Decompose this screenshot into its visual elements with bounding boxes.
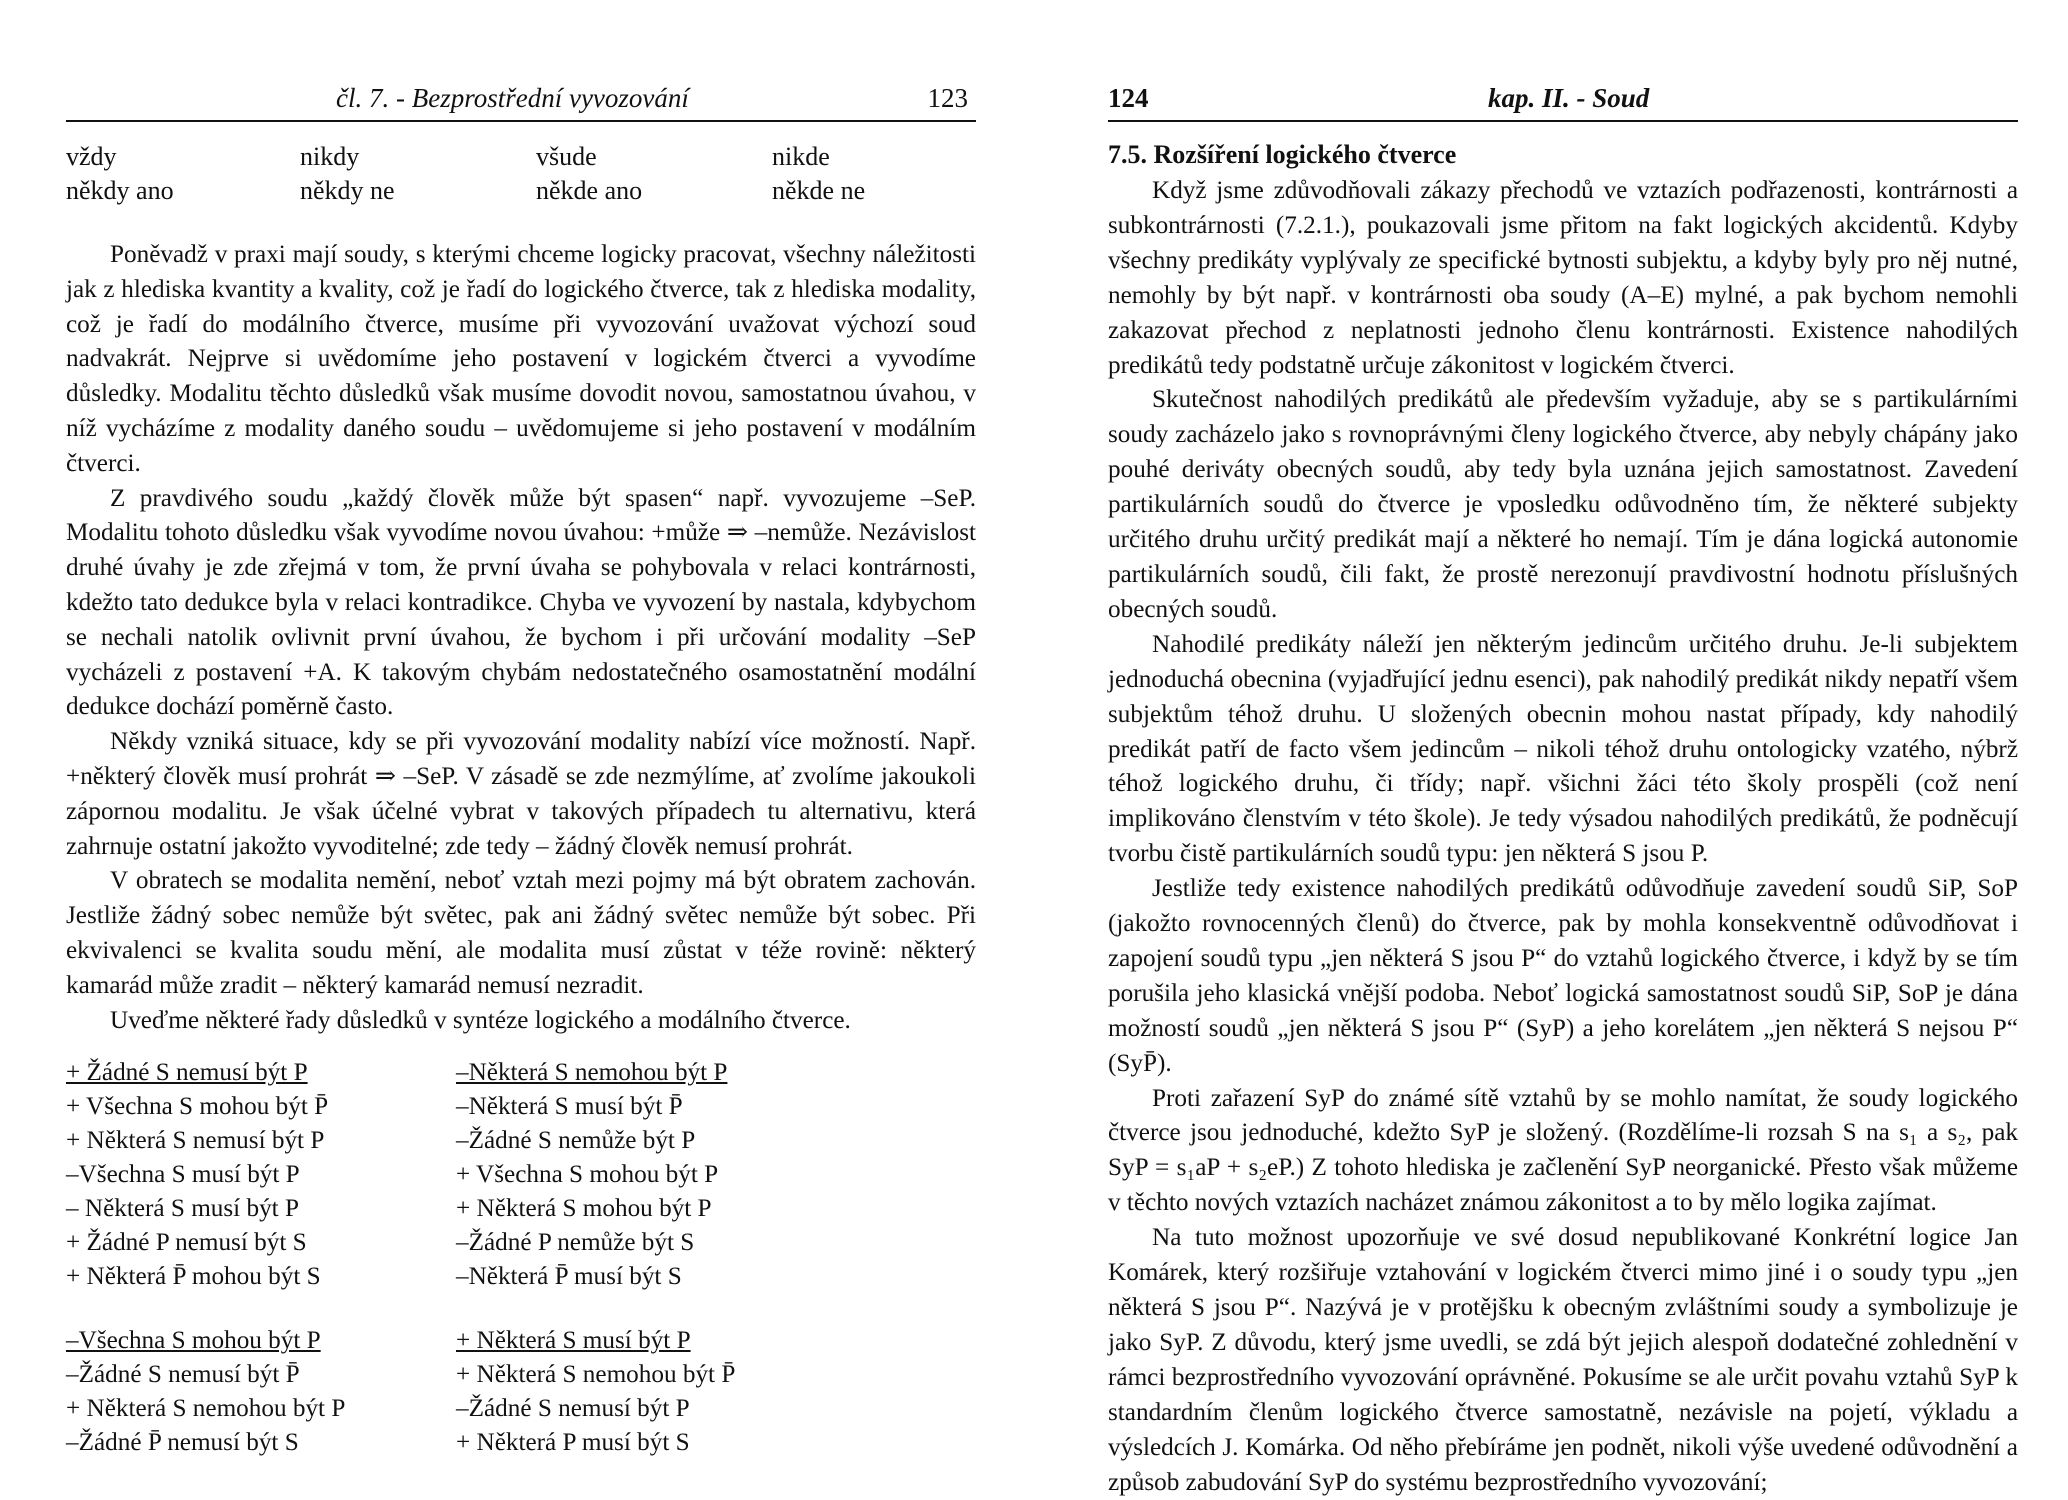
inference-series-2 xyxy=(66,1324,976,1460)
table-cell: nikdy xyxy=(300,142,360,171)
paragraph: Skutečnost nahodilých predikátů ale především vyžaduje, aby se s partikulárními soudy zacházelo jako s rovnoprávnými členy logického čtverce, aby nebyly chápány jako pouhé deriváty obecných soudů, aby tedy byla uznána jejich samostatnost. Zavedení partikulárních soudů do čtverce je vposledku odůvodněno tím, že některé subjekty určitého druhu určitý predikát mají a některé ho nemají. Tím je dána logická autonomie partikulárních soudů, čili fakt, že prostě nerezonují pravdivostní hodnotu příslušných obecných soudů. xyxy=(1108,386,2018,623)
series-line: + Některá S nemohou být P xyxy=(66,1395,346,1423)
right-page-body xyxy=(1108,136,2018,1500)
paragraph: Jestliže tedy existence nahodilých predikátů odůvodňuje zavedení soudů SiP, SoP (jakožto rovnocenných členů) do čtverce, pak by mohla konsekventně odůvodňovat i zapojení soudů typu „jen některá S jsou P“ do vztahů logického čtverce, i když by se tím porušila jeho klasická vnější podoba. Neboť logická samostatnost soudů SiP, SoP je dána možností soudů „jen některá S jsou P“ (SyP) a jeho korelátem „jen některá S nejsou P“ (SyP̄). xyxy=(1108,875,2018,1077)
series-line: – Některá S musí být P xyxy=(66,1195,299,1223)
series-line: –Žádné S nemusí být P̄ xyxy=(66,1361,300,1389)
series-column xyxy=(66,1056,456,1294)
paragraph: Když jsme zdůvodňovali zákazy přechodů ve vztazích podřazenosti, kontrárnosti a subkontrárnosti (7.2.1.), poukazovali jsme přitom na fakt logických akcidentů. Kdyby všechny predikáty vyplývaly ze specifické bytnosti subjektu, a kdyby byly pro něj nutné, nemohly by být např. v kontrárnosti oba soudy (A–E) mylné, a pak bychom nemohli zakazovat přechod z neplatnosti jednoho členu kontrárnosti. Existence nahodilých predikátů tedy podstatně určuje zákonitost v logickém čtverci. xyxy=(1108,177,2018,379)
paragraph: Proti zařazení SyP do známé sítě vztahů by se mohlo namítat, že soudy logického čtverce jsou jednoduché, kdežto SyP je složený. (Rozdělíme-li rozsah S na s₁ a s₂, pak SyP = s₁aP + s₂eP.) Z tohoto hlediska je začlenění SyP neorganické. Přesto však můžeme v těchto nových vztazích nacházet známou zákonitost a to by mělo logika zajímat. xyxy=(1108,1084,2018,1217)
series-line: –Žádné S nemůže být P xyxy=(456,1127,696,1155)
table-cell: někdy ano xyxy=(66,176,174,205)
series-column xyxy=(456,1056,856,1294)
paragraph: Uveďme některé řady důsledků v syntéze logického a modálního čtverce. xyxy=(110,1006,851,1034)
series-line: + Některá S nemohou být P̄ xyxy=(456,1361,736,1389)
table-cell: někde ne xyxy=(772,176,866,205)
series-line: + Všechna S mohou být P̄ xyxy=(66,1093,329,1121)
table-cell: někdy ne xyxy=(300,176,395,205)
inference-series-1 xyxy=(66,1056,976,1294)
series-line: –Všechna S mohou být P xyxy=(66,1327,321,1355)
series-line: –Všechna S musí být P xyxy=(66,1161,300,1189)
series-line: + Žádné P nemusí být S xyxy=(66,1229,307,1257)
series-line: + Některá P musí být S xyxy=(456,1429,690,1457)
series-line: + Některá S nemusí být P xyxy=(66,1127,325,1155)
right-page-header xyxy=(1108,72,2018,122)
paragraph: Na tuto možnost upozorňuje ve své dosud nepublikované Konkrétní logice Jan Komárek, který rozšiřuje vztahování v logickém čtverci mimo jiné i o soudy typu „jen některá S jsou P“. Nazývá je v protějšku k obecným zvláštními soudy a symbolizuje je jako SyP. Z důvodu, který jsme uvedli, se zdá být jejich alespoň dodatečné zohlednění v rámci bezprostředního vyvozování oprávněné. Pokusíme se ale určit povahu vztahů SyP k standardním členům logického čtverce samostatně, nezávisle na pojetí, výkladu a výsledcích J. Komárka. Od něho přebíráme jen podnět, nikoli výše uvedené odůvodnění a způsob zabudování SyP do systému bezprostředního vyvozování; xyxy=(1108,1224,2018,1496)
table-cell: všude xyxy=(536,142,597,171)
running-title: čl. 7. - Bezprostřední vyvozování xyxy=(336,83,689,113)
paragraph: Nahodilé predikáty náleží jen některým jedincům určitého druhu. Je-li subjektem jednoduchá obecnina (vyjadřující jednu esenci), pak nahodilý predikát nikdy nepatří všem subjektům téhož druhu. U složených obecnin mohou nastat případy, kdy nahodilý predikát patří de facto všem jedincům – nikoli téhož druhu ontologicky vzatého, nýbrž téhož logického druhu, či třídy; např. všichni žáci této školy prospěli (což není implikováno členstvím v této škole). Je tedy výsadou nahodilých predikátů, že podněcují tvorbu čistě partikulárních soudů typu: jen některá S jsou P. xyxy=(1108,630,2018,868)
paragraph: V obratech se modalita nemění, neboť vztah mezi pojmy má být obratem zachován. Jestliže žádný sobec nemůže být světec, pak ani žádný světec nemůže být sobec. Při ekvivalenci se kvalita soudu mění, ale modalita musí zůstat v téže rovině: některý kamarád může zradit – některý kamarád nemusí nezradit. xyxy=(66,867,976,999)
table-cell: nikde xyxy=(772,142,830,171)
left-page-body xyxy=(66,140,976,1460)
series-line: –Některá S nemohou být P xyxy=(456,1059,728,1087)
series-line: –Žádné S nemusí být P xyxy=(456,1395,690,1423)
running-title: kap. II. - Soud xyxy=(1488,83,1650,113)
table-cell: někde ano xyxy=(536,176,643,205)
series-line: –Žádné P nemůže být S xyxy=(456,1229,695,1257)
series-line: –Některá S musí být P̄ xyxy=(456,1093,683,1121)
series-column xyxy=(456,1324,856,1460)
section-heading: 7.5. Rozšíření logického čtverce xyxy=(1108,140,1457,169)
series-line: –Některá P̄ musí být S xyxy=(456,1263,682,1291)
series-line: + Některá P̄ mohou být S xyxy=(66,1263,321,1291)
series-line: + Žádné S nemusí být P xyxy=(66,1059,308,1087)
series-line: –Žádné P̄ nemusí být S xyxy=(66,1429,299,1457)
page-number: 123 xyxy=(927,83,968,113)
series-line: + Některá S mohou být P xyxy=(456,1195,712,1223)
modality-table xyxy=(66,140,976,208)
series-line: + Všechna S mohou být P xyxy=(456,1161,719,1189)
series-line: + Některá S musí být P xyxy=(456,1327,691,1355)
page-number: 124 xyxy=(1108,83,1149,113)
left-page-header xyxy=(66,72,976,122)
paragraph: Někdy vzniká situace, kdy se při vyvozování modality nabízí více možností. Např. +některý člověk musí prohrát ⇒ –SeP. V zásadě se zde nezmýlíme, ať zvolíme jakoukoli zápornou modalitu. Je však účelné vybrat v takových případech tu alternativu, která zahrnuje ostatní jakožto vyvoditelné; zde tedy – žádný člověk nemusí prohrát. xyxy=(66,728,976,860)
table-cell: vždy xyxy=(66,142,117,171)
series-column xyxy=(66,1324,456,1460)
paragraph: Poněvadž v praxi mají soudy, s kterými chceme logicky pracovat, všechny náležitosti jak z hlediska kvantity a kvality, což je řadí do logického čtverce, tak z hlediska modality, což je řadí do modálního čtverce, musíme při vyvozování uvažovat výchozí soud nadvakrát. Nejprve si uvědomíme jeho postavení v logickém čtverci a vyvodíme důsledky. Modalitu těchto důsledků však musíme dovodit novou, samostatnou úvahou, v níž vycházíme z modality daného soudu – uvědomujeme si jeho postavení v modálním čtverci. xyxy=(66,241,976,477)
paragraph: Z pravdivého soudu „každý člověk může být spasen“ např. vyvozujeme –SeP. Modalitu tohoto důsledku však vyvodíme novou úvahou: +může ⇒ –nemůže. Nezávislost druhé úvahy je zde zřejmá v tom, že první úvaha se pohybovala v relaci kontrárnosti, kdežto tato dedukce byla v relaci kontradikce. Chyba ve vyvození by nastala, kdybychom se nechali natolik ovlivnit první úvahou, že bychom i při určování modality –SeP vycházeli z postavení +A. K takovým chybám nedostatečného osamostatnění modální dedukce dochází poměrně často. xyxy=(66,484,976,721)
